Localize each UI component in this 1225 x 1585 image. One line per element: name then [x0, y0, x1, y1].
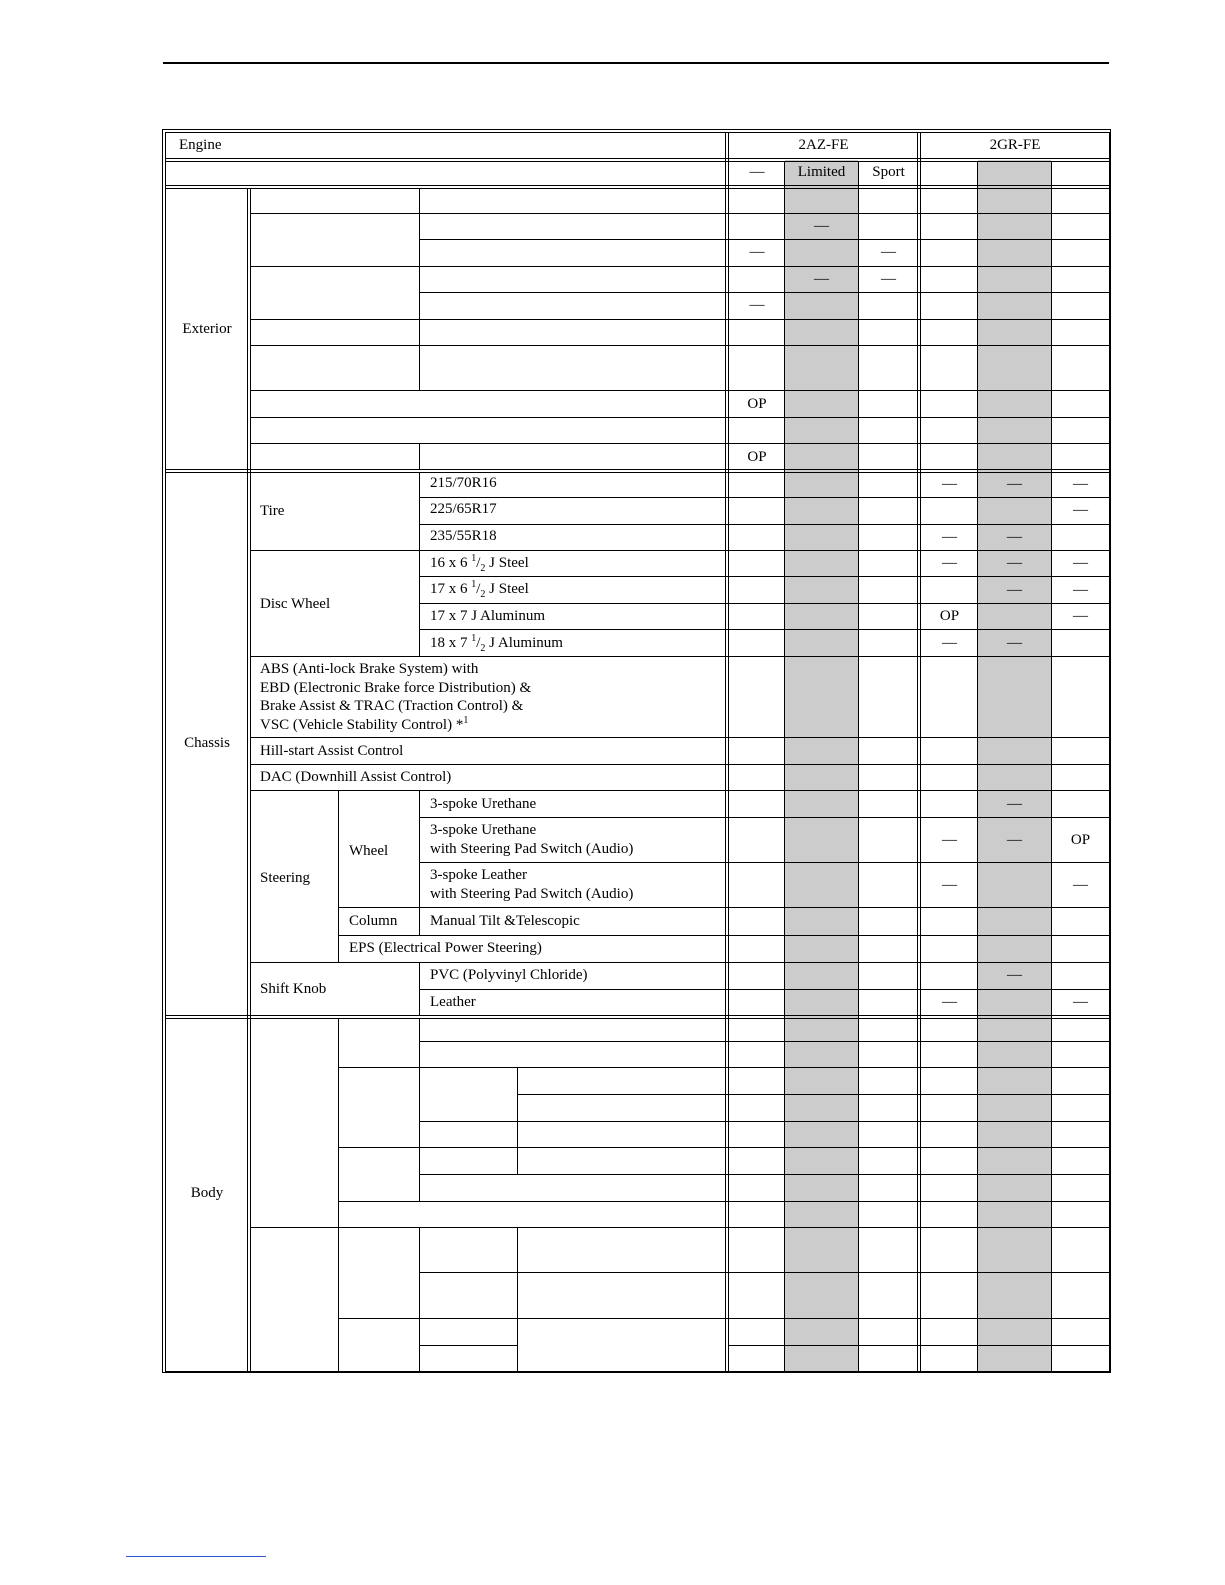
abs-line-4: VSC (Vehicle Stability Control) *$^1$	[260, 715, 469, 733]
hill-start-assist: Hill-start Assist Control	[260, 743, 404, 759]
mark-dash: —	[814, 271, 829, 287]
grade-limited-header: Limited	[797, 164, 846, 180]
engine-2gr-header: 2GR-FE	[989, 137, 1041, 153]
tire-size-1: 215/70R16	[430, 475, 497, 491]
engine-2az-header: 2AZ-FE	[798, 137, 849, 153]
section-body: Body	[190, 1185, 224, 1201]
mark-dash: —	[1073, 555, 1088, 571]
tire-size-3: 235/55R18	[430, 528, 497, 544]
mark-dash: —	[1007, 967, 1022, 983]
abs-line-1: ABS (Anti-lock Brake System) with	[260, 661, 479, 677]
wheel-17-aluminum: 17 x 7 J Aluminum	[430, 608, 546, 624]
shift-knob-label: Shift Knob	[260, 981, 327, 997]
mark-option: OP	[1070, 832, 1091, 848]
mark-dash: —	[1007, 529, 1022, 545]
header-rule	[163, 62, 1109, 64]
mark-dash: —	[1073, 476, 1088, 492]
mark-dash: —	[942, 994, 957, 1010]
tire-label: Tire	[260, 503, 285, 519]
mark-dash: —	[1007, 476, 1022, 492]
mark-option: OP	[747, 449, 767, 465]
steering-label: Steering	[260, 870, 310, 886]
mark-dash: —	[1073, 877, 1088, 893]
wheel-18-aluminum: 18 x 7 $^1/_2$ J Aluminum	[430, 633, 563, 654]
wheel-17-steel: 17 x 6 $^1/_2$ J Steel	[430, 579, 529, 600]
steering-column-value: Manual Tilt &Telescopic	[430, 913, 580, 929]
downhill-assist: DAC (Downhill Assist Control)	[260, 769, 452, 785]
abs-line-2: EBD (Electronic Brake force Distribution) &	[260, 680, 532, 696]
mark-dash: —	[749, 244, 765, 260]
mark-dash: —	[942, 476, 957, 492]
steering-urethane-pad-1: 3-spoke Urethane	[430, 822, 537, 838]
mark-dash: —	[814, 218, 829, 234]
steering-urethane: 3-spoke Urethane	[430, 796, 537, 812]
abs-line-3: Brake Assist & TRAC (Traction Control) &	[260, 698, 524, 714]
mark-dash: —	[1007, 635, 1022, 651]
grade-sport-header: Sport	[872, 164, 905, 180]
mark-dash: —	[881, 244, 896, 260]
mark-dash: —	[942, 832, 957, 848]
steering-leather-pad-1: 3-spoke Leather	[430, 867, 528, 883]
section-chassis: Chassis	[184, 735, 230, 751]
steering-wheel-label: Wheel	[349, 843, 389, 859]
section-exterior: Exterior	[182, 321, 232, 337]
engine-label: Engine	[179, 137, 222, 153]
grade-base-header: —	[749, 164, 765, 180]
mark-dash: —	[1007, 582, 1022, 598]
mark-dash: —	[1073, 582, 1088, 598]
mark-option: OP	[747, 396, 767, 412]
mark-dash: —	[942, 555, 957, 571]
mark-dash: —	[1073, 994, 1088, 1010]
shift-knob-leather: Leather	[430, 994, 476, 1010]
tire-size-2: 225/65R17	[430, 501, 497, 517]
shift-knob-pvc: PVC (Polyvinyl Chloride)	[430, 967, 588, 983]
mark-dash: —	[749, 297, 765, 313]
steering-eps: EPS (Electrical Power Steering)	[349, 940, 542, 956]
mark-option: OP	[939, 608, 960, 624]
mark-dash: —	[942, 529, 957, 545]
mark-dash: —	[942, 635, 957, 651]
steering-column-label: Column	[349, 913, 398, 929]
steering-urethane-pad-2: with Steering Pad Switch (Audio)	[430, 841, 634, 857]
mark-dash: —	[881, 271, 896, 287]
mark-dash: —	[1073, 502, 1088, 518]
disc-wheel-label: Disc Wheel	[260, 596, 331, 612]
mark-dash: —	[1007, 832, 1022, 848]
mark-dash: —	[942, 877, 957, 893]
spec-table	[162, 129, 1111, 1373]
wheel-16-steel: 16 x 6 $^1/_2$ J Steel	[430, 553, 529, 574]
mark-dash: —	[1007, 796, 1022, 812]
mark-dash: —	[1073, 608, 1088, 624]
footer-link-underline[interactable]	[126, 1556, 266, 1557]
steering-leather-pad-2: with Steering Pad Switch (Audio)	[430, 886, 634, 902]
mark-dash: —	[1007, 555, 1022, 571]
